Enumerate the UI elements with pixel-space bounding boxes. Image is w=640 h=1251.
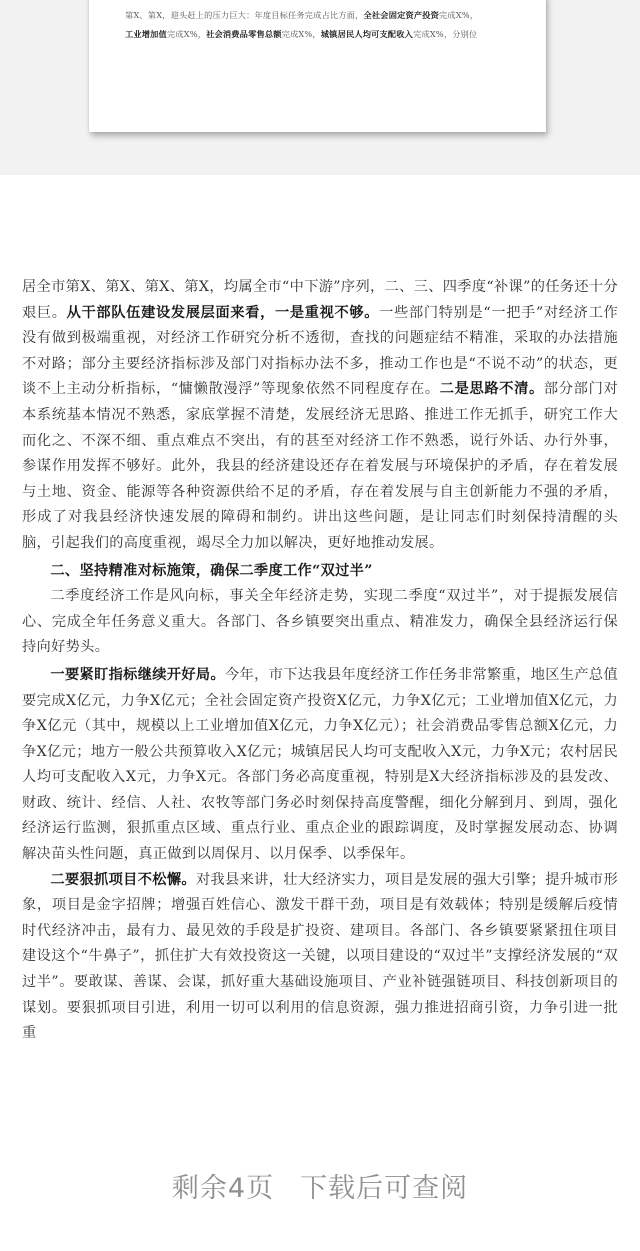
preview-bold-text: 社会消费品零售总额: [206, 29, 282, 39]
paragraph: 二季度经济工作是风向标，事关全年经济走势，实现二季度“双过半”，对于提振发展信心、完成全年任务意义重大。各部门、各乡镇要突出重点、精准发力，确保全县经济运行保持向好势头。: [22, 588, 618, 656]
preview-text: 完成X%，分别位: [413, 29, 478, 39]
preview-bold-text: 城镇居民人均可支配收入: [320, 29, 414, 39]
preview-line: [125, 29, 525, 39]
paragraph: [22, 868, 618, 1047]
paragraph-text: 今年，市下达我县年度经济工作任务非常繁重，地区生产总值要完成X亿元，力争X亿元；全社会固定资产投资X亿元，力争X亿元；工业增加值X亿元，力争X亿元（其中，规模以上工业增加值X亿元，力争X亿元）；社会消费品零售总额X亿元，力争X亿元；地方一般公共预算收入X亿元；城镇居民人均可支配收入X元，力争X元；农村居民人均可支配收入X元，力争X元。各部门务必高度重视，特别是X大经济指标涉及的县发改、财政、统计、经信、人社、农牧等部门务必时刻保持高度警醒，细化分解到月、到周，强化经济运行监测，狠抓重点区域、重点行业、重点企业的跟踪调度，及时掌握发展动态、协调解决苗头性问题，真正做到以周保月、以月保季、以季保年。: [22, 666, 618, 863]
section-heading: 二、坚持精准对标施策，确保二季度工作“双过半”: [50, 562, 373, 579]
document-body: [22, 275, 618, 1047]
download-prompt-button[interactable]: [0, 1150, 640, 1220]
preview-bold-text: 工业增加值: [125, 29, 167, 39]
preview-bold-text: 全社会固定资产投资: [363, 10, 440, 20]
paragraph-text: 居全市第X、第X、第X、第X，均属全市“中下游”序列，二、三、四季度“补课”的任务还十分艰巨。: [22, 279, 618, 321]
paragraph-text: 一些部门特别是“一把手”对经济工作没有做到极端重视，对经济工作研究分析不透彻，查找的问题症结不精准，采取的办法措施不对路；部分主要经济指标涉及部门对指标办法不多，推动工作也是“不说不动”的状态，更谈不上主动分析指标，“慵懒散漫浮”等现象依然不同程度存在。: [22, 304, 618, 398]
paragraph-bold-text: 一要紧盯指标继续开好局。: [50, 666, 226, 683]
preview-text: 完成X%，: [439, 10, 479, 20]
preview-text: 完成X%，: [281, 29, 321, 39]
page-preview-card: [89, 0, 546, 132]
download-to-view-label: 下载后可查阅: [300, 1172, 469, 1204]
paragraph-bold-text: 从干部队伍建设发展层面来看，一是重视不够。: [66, 304, 380, 321]
paragraph-bold-text: 二是思路不清。: [439, 381, 544, 398]
paragraph-bold-text: 二要狠抓项目不松懈。: [50, 871, 196, 888]
preview-text: 第X、第X，迎头赶上的压力巨大：年度目标任务完成占比方面，: [125, 10, 364, 20]
preview-line: [125, 10, 525, 20]
paragraph-text: 对我县来讲，壮大经济实力，项目是发展的强大引擎；提升城市形象，项目是金字招牌；增强百姓信心、激发干群干劲，项目是有效载体；特别是缓解后疫情时代经济冲击，最有力、最见效的手段是扩投资、建项目。各部门、各乡镇要紧紧扭住项目建设这个“牛鼻子”，抓住扩大有效投资这一关键，以项目建设的“双过半”支撑经济发展的“双过半”。要敢谋、善谋、会谋，抓好重大基础设施项目、产业补链强链项目、科技创新项目的谋划。要狠抓项目引进，利用一切可以利用的信息资源，强力推进招商引资，力争引进一批重: [22, 871, 618, 1042]
preview-text: 完成X%，: [166, 29, 207, 39]
remaining-pages-label: 剩余4页: [171, 1172, 275, 1204]
paragraph: [22, 663, 618, 868]
paragraph-text: 部分部门对本系统基本情况不熟悉，家底掌握不清楚，发展经济无思路、推进工作无抓手，研究工作大而化之、不深不细、重点难点不突出，有的甚至对经济工作不熟悉，说行外话、办行外事，参谋作用发挥不够好。此外，我县的经济建设还存在着发展与环境保护的矛盾，存在着发展与土地、资金、能源等各种资源供给不足的矛盾，存在着发展与自主创新能力不强的矛盾，形成了对我县经济快速发展的障碍和制约。讲出这些问题，是让同志们时刻保持清醒的头脑，引起我们的高度重视，竭尽全力加以解决，更好地推动发展。: [22, 381, 618, 551]
paragraph: [22, 275, 618, 557]
